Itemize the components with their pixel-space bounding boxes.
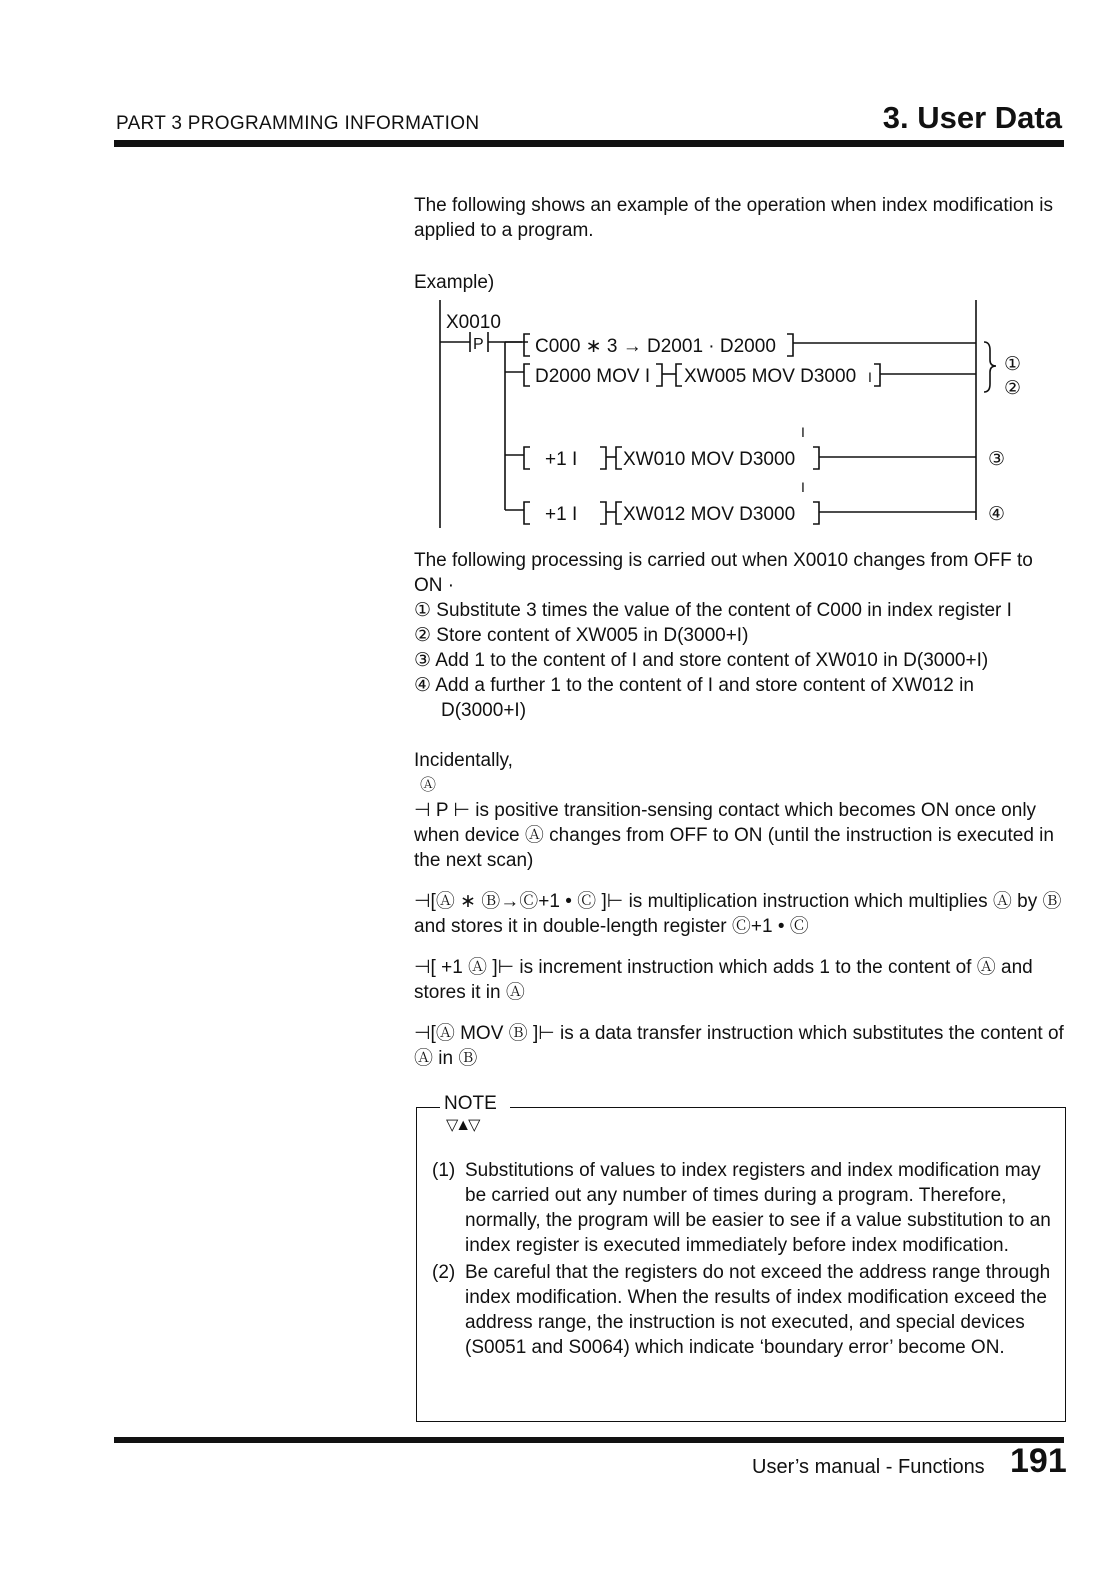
increment-description: ⊣[ +1 Ⓐ ]⊢ is increment instruction which adds 1 to the content of Ⓐ and stores it in Ⓐ [414, 957, 1033, 1003]
rung-4-instruction-left: +1 I [545, 504, 578, 525]
contact-label: P [473, 336, 484, 353]
incidentally-label: Incidentally, [414, 750, 513, 771]
note-text: Substitutions of values to index registers and index modification may be carried out any number of times during a program. Therefore, normally, the program will be easier to see if a value substitution to an index register is executed immediately before index modification. [465, 1160, 1051, 1256]
processing-section [414, 548, 1064, 723]
processing-lead: The following processing is carried out when X0010 changes from OFF to ON · [414, 550, 1033, 596]
processing-step: ④ Add a further 1 to the content of I and store content of XW012 in [414, 675, 974, 696]
processing-step: ② Store content of XW005 in D(3000+I) [414, 625, 749, 646]
processing-step-continued: D(3000+I) [441, 700, 527, 721]
rung-marker-1: ① [1004, 354, 1022, 375]
chapter-title: 3. User Data [882, 100, 1062, 135]
incidentally-section [414, 748, 1064, 1087]
page-number: 191 [1010, 1442, 1067, 1480]
note-text: Be careful that the registers do not exceed the address range through index modification. When the results of index modification exceed the address range, the instruction is not executed, and special devices (S0051 and S0064) which indicate ‘boundary error’ become ON. [465, 1262, 1051, 1358]
note-item [432, 1260, 1052, 1360]
footer-manual-title: User’s manual - Functions [752, 1456, 985, 1478]
rung-marker-3: ③ [988, 449, 1006, 470]
input-device-label: X0010 [446, 312, 501, 333]
index-mark: I [868, 369, 872, 385]
intro-paragraph: The following shows an example of the operation when index modification is applied to a program. [414, 195, 1053, 241]
note-border-top-left [416, 1107, 440, 1108]
note-border-top [510, 1107, 1066, 1108]
rung-3-instruction-right: XW010 MOV D3000 [623, 449, 796, 470]
transfer-description: ⊣[Ⓐ MOV Ⓑ ]⊢ is a data transfer instruction which substitutes the content of Ⓐ in Ⓑ [414, 1023, 1064, 1069]
rung-marker-4: ④ [988, 504, 1006, 525]
index-mark: I [801, 479, 805, 495]
section-header: PART 3 PROGRAMMING INFORMATION [116, 113, 480, 134]
rung-marker-2: ② [1004, 378, 1022, 399]
rung-3-instruction-left: +1 I [545, 449, 578, 470]
rung-2-instruction-right: XW005 MOV D3000 [684, 366, 857, 387]
note-triangle-icon: ▽▲▽ [446, 1117, 478, 1134]
processing-step: ① Substitute 3 times the value of the content of C000 in index register I [414, 600, 1012, 621]
example-label: Example) [414, 272, 495, 293]
rung-1-instruction: C000 ∗ 3 → D2001 · D2000 [535, 336, 776, 357]
rung-4-instruction-right: XW012 MOV D3000 [623, 504, 796, 525]
index-mark: I [801, 424, 805, 440]
note-number: (1) [432, 1160, 456, 1181]
note-number: (2) [432, 1262, 456, 1283]
note-item [432, 1158, 1052, 1258]
rung-2-instruction-left: D2000 MOV I [535, 366, 651, 387]
symbol-a: Ⓐ [420, 777, 437, 794]
processing-step: ③ Add 1 to the content of I and store content of XW010 in D(3000+I) [414, 650, 989, 671]
note-label: NOTE [444, 1093, 497, 1114]
footer-rule [114, 1437, 1064, 1443]
multiplication-description: ⊣[Ⓐ ∗ Ⓑ→Ⓒ+1 • Ⓒ ]⊢ is multiplication instruction which multiplies Ⓐ by Ⓑ and stores it in double-length register Ⓒ+1 • Ⓒ [414, 891, 1062, 937]
note-list [432, 1158, 1052, 1362]
ladder-diagram [0, 0, 1120, 560]
contact-description: ⊣ P ⊢ is positive transition-sensing contact which becomes ON once only when device Ⓐ changes from OFF to ON (until the instruction is executed in the next scan) [414, 800, 1054, 871]
